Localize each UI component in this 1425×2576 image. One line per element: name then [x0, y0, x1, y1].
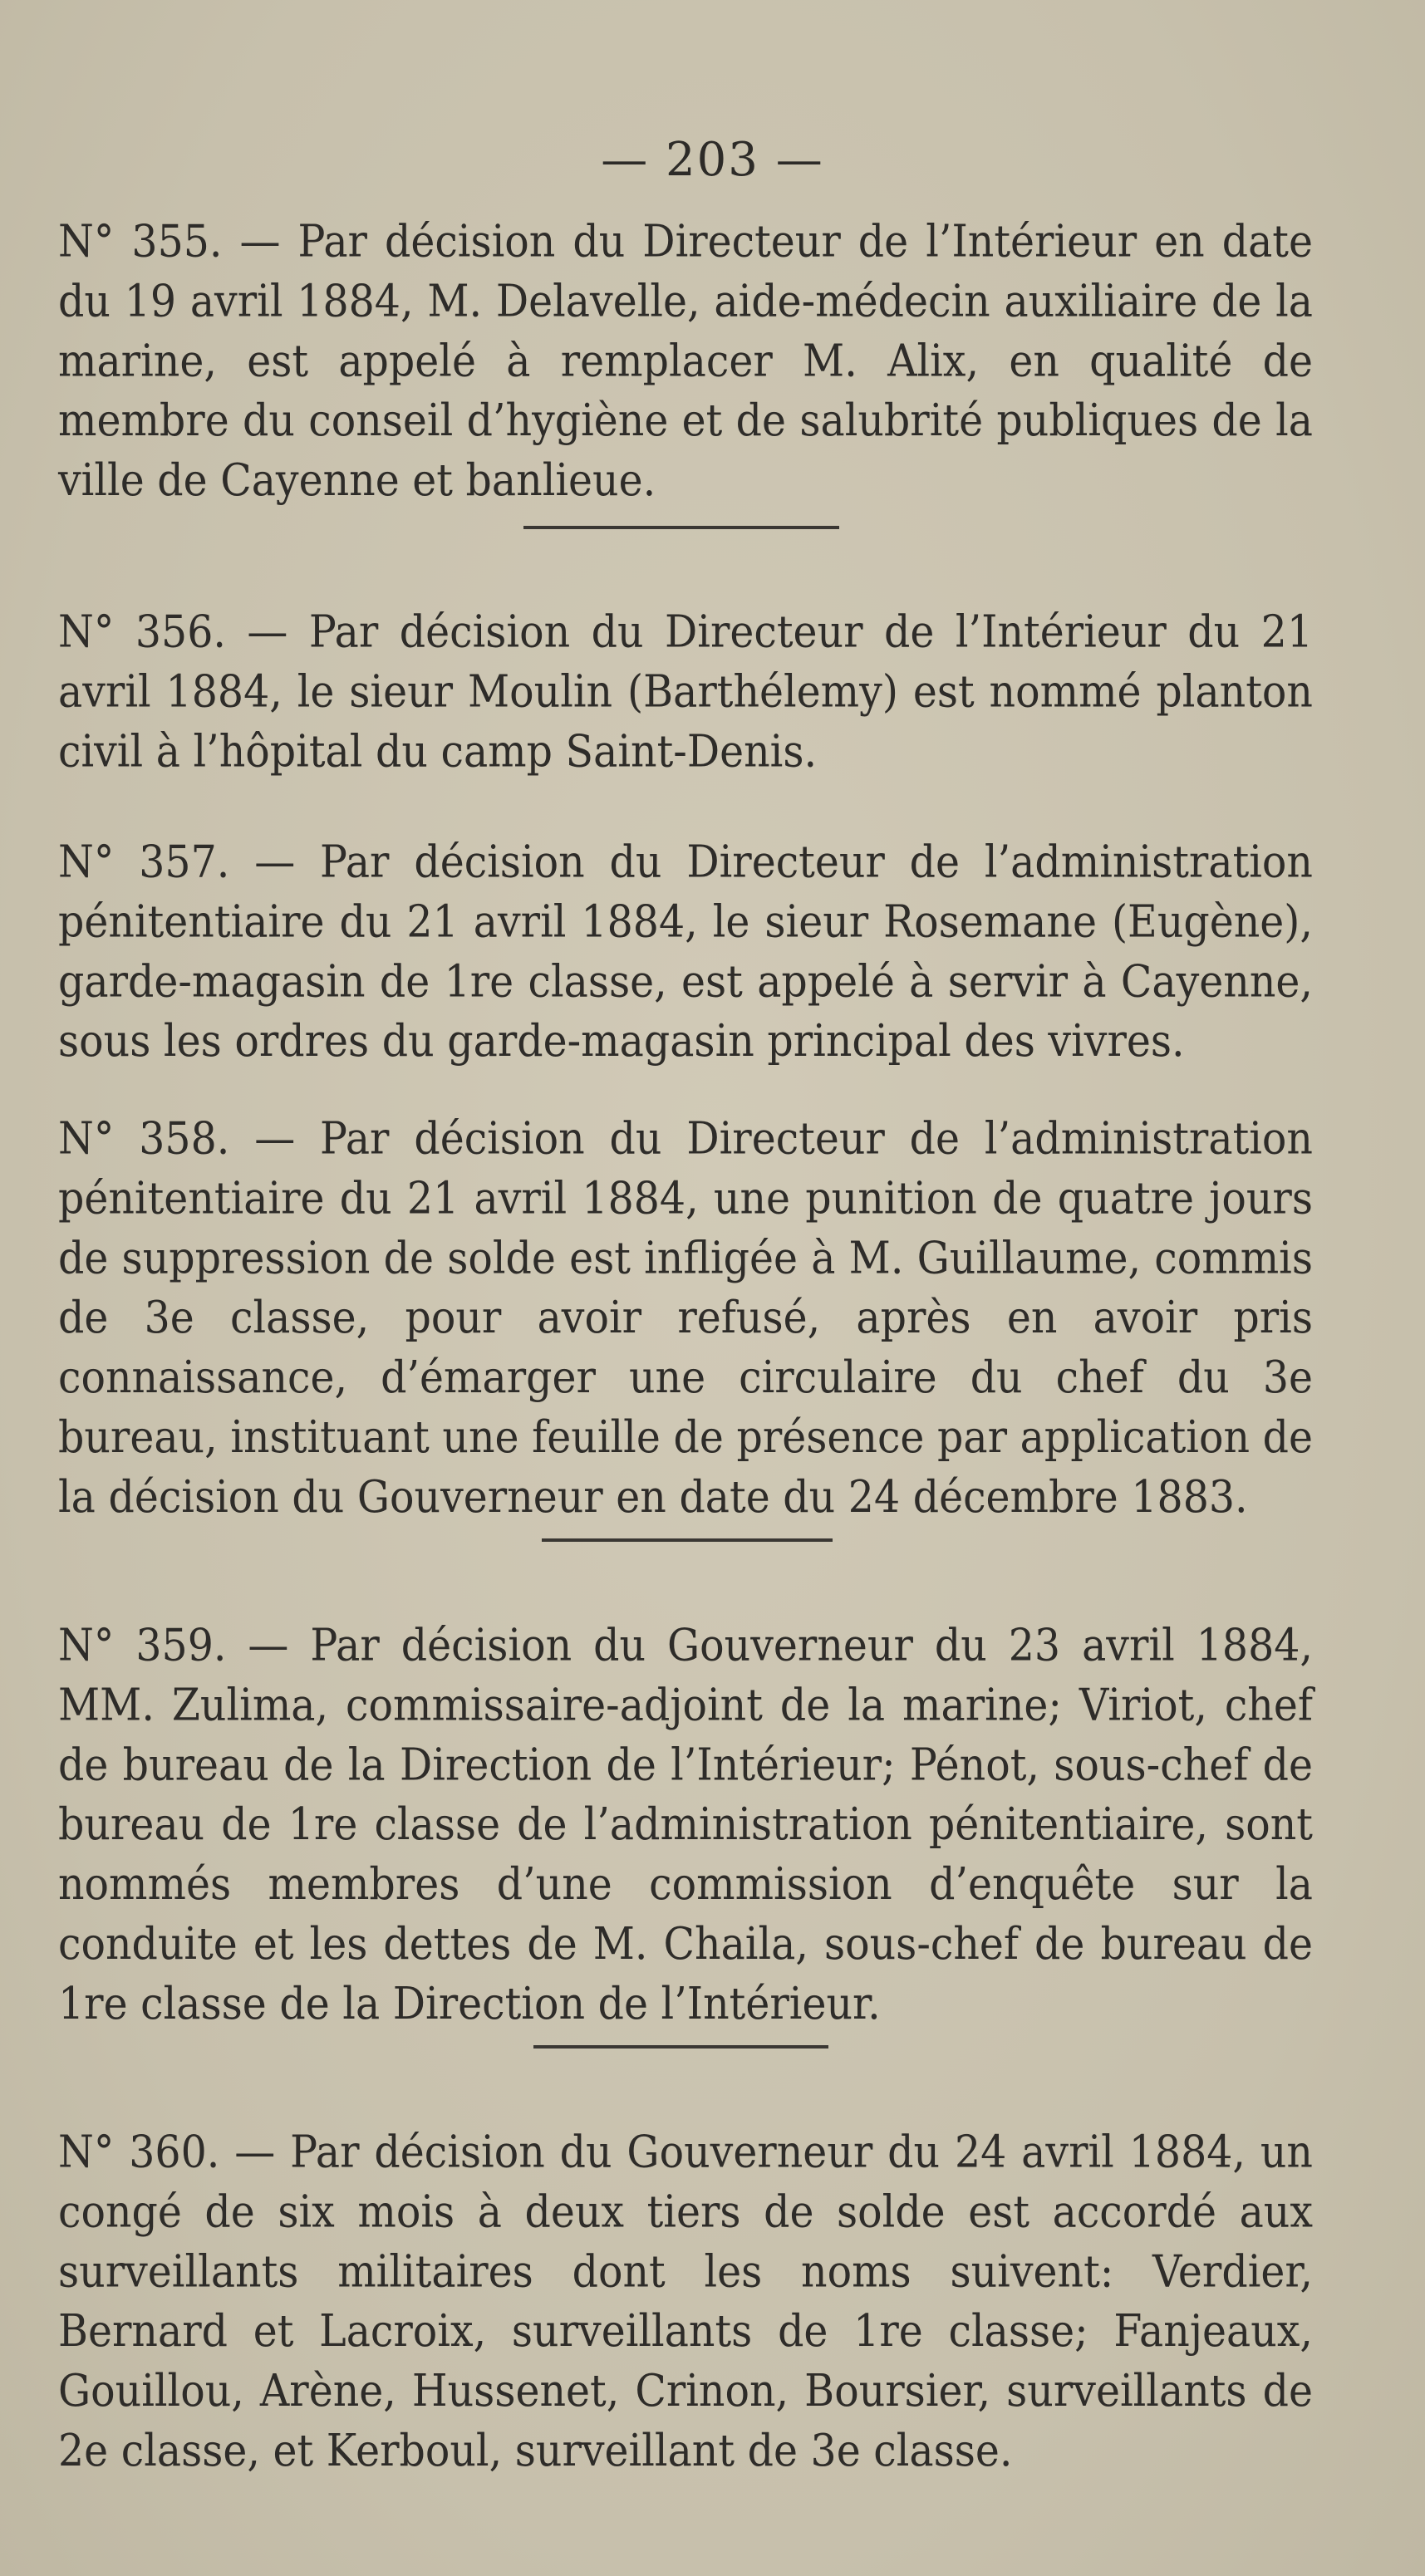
page-number: — 203 —	[601, 133, 824, 187]
entry-359: N° 359. — Par décision du Gouverneur du 23 avril 1884, MM. Zulima, commissaire-adjoint de la marine; Viriot, chef de bureau de la Direction de l’Intérieur; Pénot, sous-chef de bureau de 1re classe de l’administration pénitentiaire, sont nommés membres d’une commission d’enquête sur la conduite et les dettes de M. Chaila, sous-chef de bureau de 1re classe de la Direction de l’Intérieur.	[58, 1619, 1313, 2030]
entry-357: N° 357. — Par décision du Directeur de l’administration pénitentiaire du 21 avril 1884, le sieur Rosemane (Eugène), garde-magasin de 1re classe, est appelé à servir à Cayenne, sous les ordres du garde-magasin principal des vivres.	[58, 836, 1313, 1067]
entry-358: N° 358. — Par décision du Directeur de l’administration pénitentiaire du 21 avril 1884, une punition de quatre jours de suppression de solde est infligée à M. Guillaume, commis de 3e classe, pour avoir refusé, après en avoir pris connaissance, d’émarger une circulaire du chef du 3e bureau, instituant une feuille de présence par application de la décision du Gouverneur en date du 24 décembre 1883.	[58, 1112, 1313, 1524]
separator-rule	[533, 2045, 828, 2049]
entry-356: N° 356. — Par décision du Directeur de l’Intérieur du 21 avril 1884, le sieur Moulin (Barthélemy) est nommé planton civil à l’hôpital du camp Saint-Denis.	[58, 606, 1313, 778]
separator-rule	[542, 1538, 833, 1542]
entry-360: N° 360. — Par décision du Gouverneur du 24 avril 1884, un congé de six mois à deux tiers de solde est accordé aux surveillants militaires dont les noms suivent: Verdier, Bernard et Lacroix, surveillants de 1re classe; Fanjeaux, Gouillou, Arène, Hussenet, Crinon, Boursier, surveillants de 2e classe, et Kerboul, surveillant de 3e classe.	[58, 2126, 1313, 2477]
separator-rule	[523, 526, 839, 529]
entry-355: N° 355. — Par décision du Directeur de l’Intérieur en date du 19 avril 1884, M. Delavelle, aide-médecin auxiliaire de la marine, est appelé à remplacer M. Alix, en qualité de membre du conseil d’hygiène et de salubrité publiques de la ville de Cayenne et banlieue.	[58, 215, 1313, 507]
